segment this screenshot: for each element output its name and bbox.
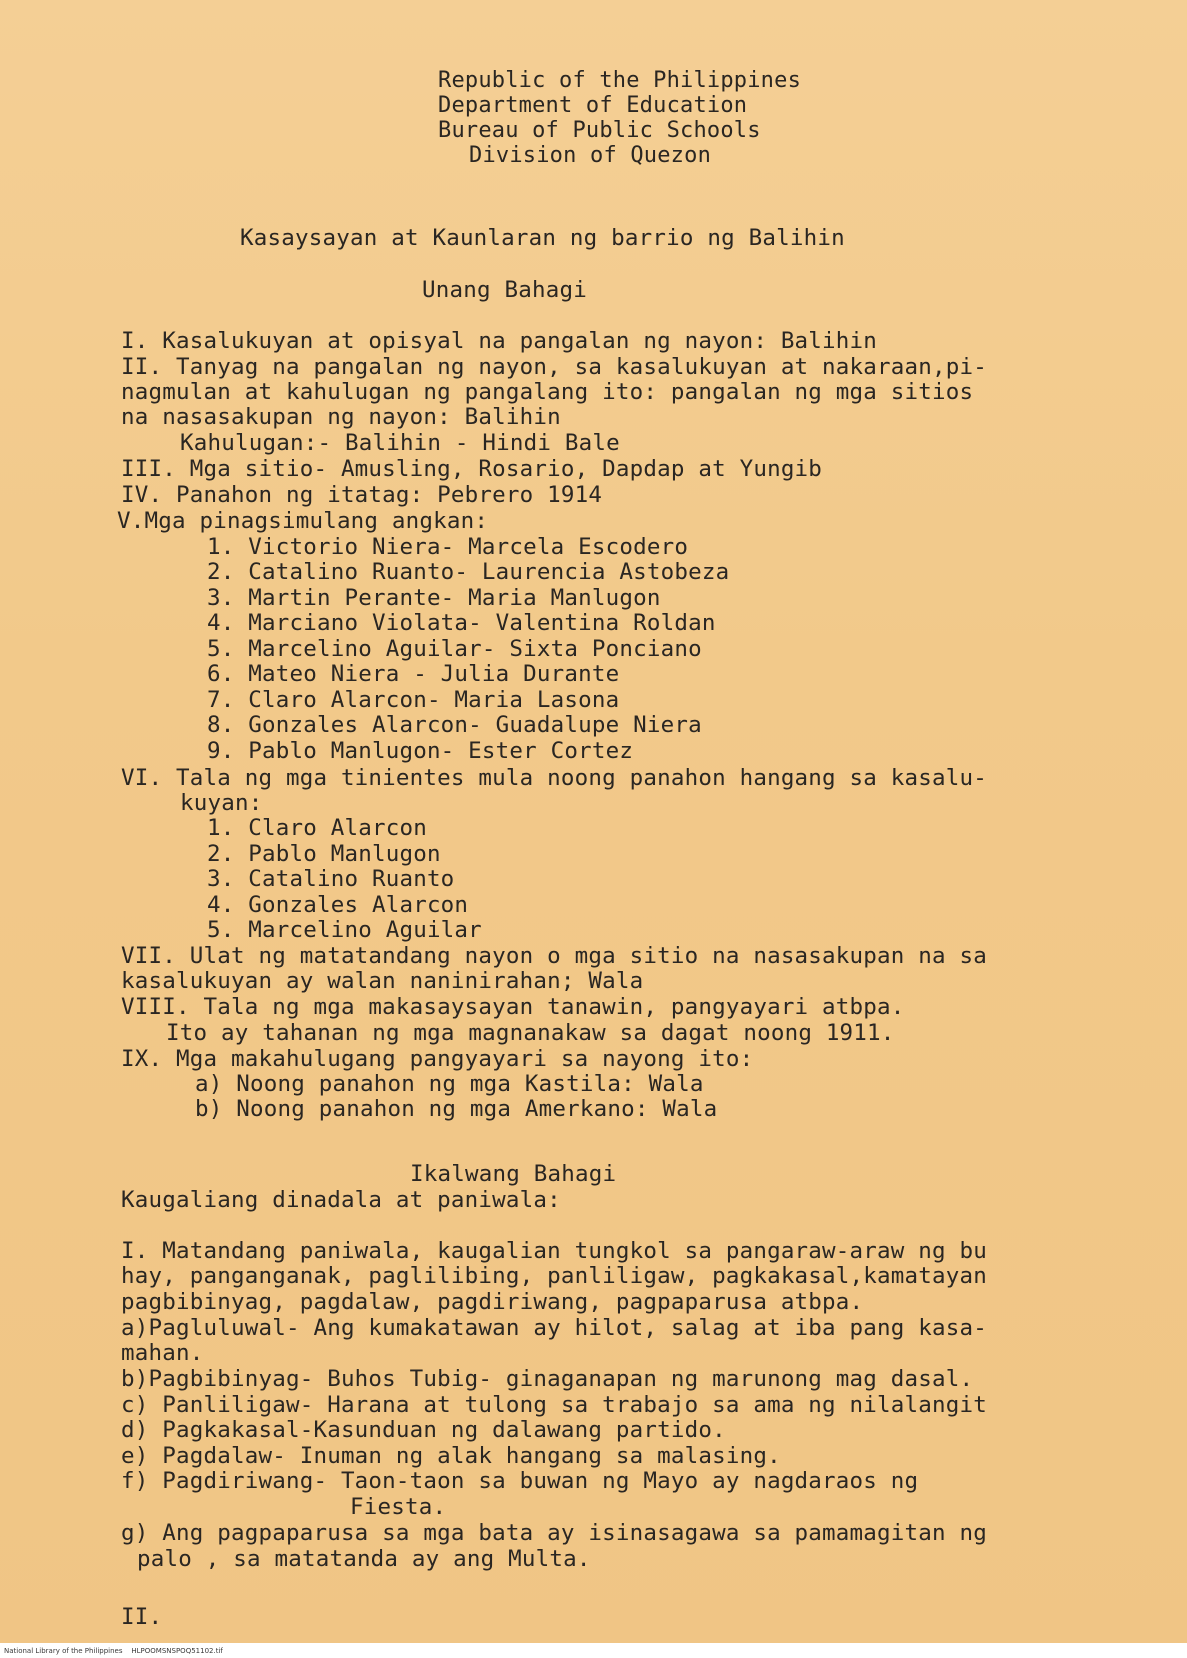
p2-item-d: d) Pagkakasal-Kasunduan ng dalawang partido. <box>121 1417 726 1443</box>
clan-5: 5. Marcelino Aguilar- Sixta Ponciano <box>207 636 702 662</box>
p2-item-i-line2: hay, panganganak, paglilibing, panliligaw, pagkakasal,kamatayan <box>121 1263 988 1289</box>
p2-item-g-line1: g) Ang pagpaparusa sa mga bata ay isinasagawa sa pamamagitan ng <box>121 1520 988 1546</box>
header-division: Division of Quezon <box>469 143 712 168</box>
document-title: Kasaysayan at Kaunlaran ng barrio ng Balihin <box>240 225 845 251</box>
clan-7: 7. Claro Alarcon- Maria Lasona <box>207 687 620 713</box>
item-iv: IV. Panahon ng itatag: Pebrero 1914 <box>121 482 603 508</box>
part-two-subheading: Kaugaliang dinadala at paniwala: <box>121 1187 561 1213</box>
item-vii-line1: VII. Ulat ng matatandang nayon o mga sitio na nasasakupan na sa <box>121 943 988 969</box>
item-vii-line2: kasalukuyan ay walan naninirahan; Wala <box>121 968 644 994</box>
clan-9: 9. Pablo Manlugon- Ester Cortez <box>207 738 634 764</box>
item-iii: III. Mga sitio- Amusling, Rosario, Dapdap at Yungib <box>121 456 823 482</box>
clan-4: 4. Marciano Violata- Valentina Roldan <box>207 610 716 636</box>
item-ii-line4: Kahulugan:- Balihin - Hindi Bale <box>180 430 620 456</box>
teniente-3: 3. Catalino Ruanto <box>207 866 455 892</box>
clan-6: 6. Mateo Niera - Julia Durante <box>207 661 620 687</box>
p2-item-i-line3: pagbibinyag, pagdalaw, pagdiriwang, pagpaparusa atbpa. <box>121 1289 864 1315</box>
teniente-4: 4. Gonzales Alarcon <box>207 892 469 918</box>
item-ix-b: b) Noong panahon ng mga Amerkano: Wala <box>195 1096 718 1122</box>
p2-item-e: e) Pagdalaw- Inuman ng alak hangang sa malasing. <box>121 1443 781 1469</box>
p2-item-f-line1: f) Pagdiriwang- Taon-taon sa buwan ng Mayo ay nagdaraos ng <box>121 1468 919 1494</box>
p2-item-a-line2: mahan. <box>121 1340 204 1366</box>
item-viii-line2: Ito ay tahanan ng mga magnanakaw sa dagat noong 1911. <box>166 1020 895 1046</box>
p2-item-g-line2: palo , sa matatanda ay ang Multa. <box>137 1546 591 1572</box>
header-bureau: Bureau of Public Schools <box>438 118 761 143</box>
teniente-2: 2. Pablo Manlugon <box>207 841 441 867</box>
p2-item-ii: II. <box>121 1604 163 1630</box>
item-v: V.Mga pinagsimulang angkan: <box>117 508 489 534</box>
item-ii-line1: II. Tanyag na pangalan ng nayon, sa kasalukuyan at nakaraan,pi- <box>121 354 988 380</box>
teniente-5: 5. Marcelino Aguilar <box>207 917 482 943</box>
teniente-1: 1. Claro Alarcon <box>207 815 427 841</box>
clan-3: 3. Martin Perante- Maria Manlugon <box>207 585 661 611</box>
header-department: Department of Education <box>438 93 748 118</box>
item-ix-a: a) Noong panahon ng mga Kastila: Wala <box>195 1071 704 1097</box>
item-viii-line1: VIII. Tala ng mga makasaysayan tanawin, pangyayari atbpa. <box>121 994 905 1020</box>
item-ii-line3: na nasasakupan ng nayon: Balihin <box>121 404 561 430</box>
part-two-heading: Ikalwang Bahagi <box>410 1161 617 1187</box>
scan-footer: National Library of the Philippines HLPOOMSNSPOQ51102.tif <box>4 1647 223 1655</box>
clan-8: 8. Gonzales Alarcon- Guadalupe Niera <box>207 712 702 738</box>
clan-2: 2. Catalino Ruanto- Laurencia Astobeza <box>207 559 730 585</box>
clan-1: 1. Victorio Niera- Marcela Escodero <box>207 534 689 560</box>
item-vi-line1: VI. Tala ng mga tinientes mula noong panahon hangang sa kasalu- <box>121 765 988 791</box>
item-ix: IX. Mga makahulugang pangyayari sa nayong ito: <box>121 1046 754 1072</box>
item-ii-line2: nagmulan at kahulugan ng pangalang ito: pangalan ng mga sitios <box>121 379 974 405</box>
p2-item-i-line1: I. Matandang paniwala, kaugalian tungkol sa pangaraw-araw ng bu <box>121 1238 988 1264</box>
item-i: I. Kasalukuyan at opisyal na pangalan ng nayon: Balihin <box>121 328 878 354</box>
p2-item-f-line2: Fiesta. <box>350 1494 447 1520</box>
item-vi-line2: kuyan: <box>180 790 263 816</box>
p2-item-c: c) Panliligaw- Harana at tulong sa trabajo sa ama ng nilalangit <box>121 1392 988 1418</box>
part-one-heading: Unang Bahagi <box>422 277 587 303</box>
p2-item-b: b)Pagbibinyag- Buhos Tubig- ginaganapan ng marunong mag dasal. <box>121 1366 974 1392</box>
header-republic: Republic of the Philippines <box>438 68 802 93</box>
p2-item-a-line1: a)Pagluluwal- Ang kumakatawan ay hilot, salag at iba pang kasa- <box>121 1315 988 1341</box>
